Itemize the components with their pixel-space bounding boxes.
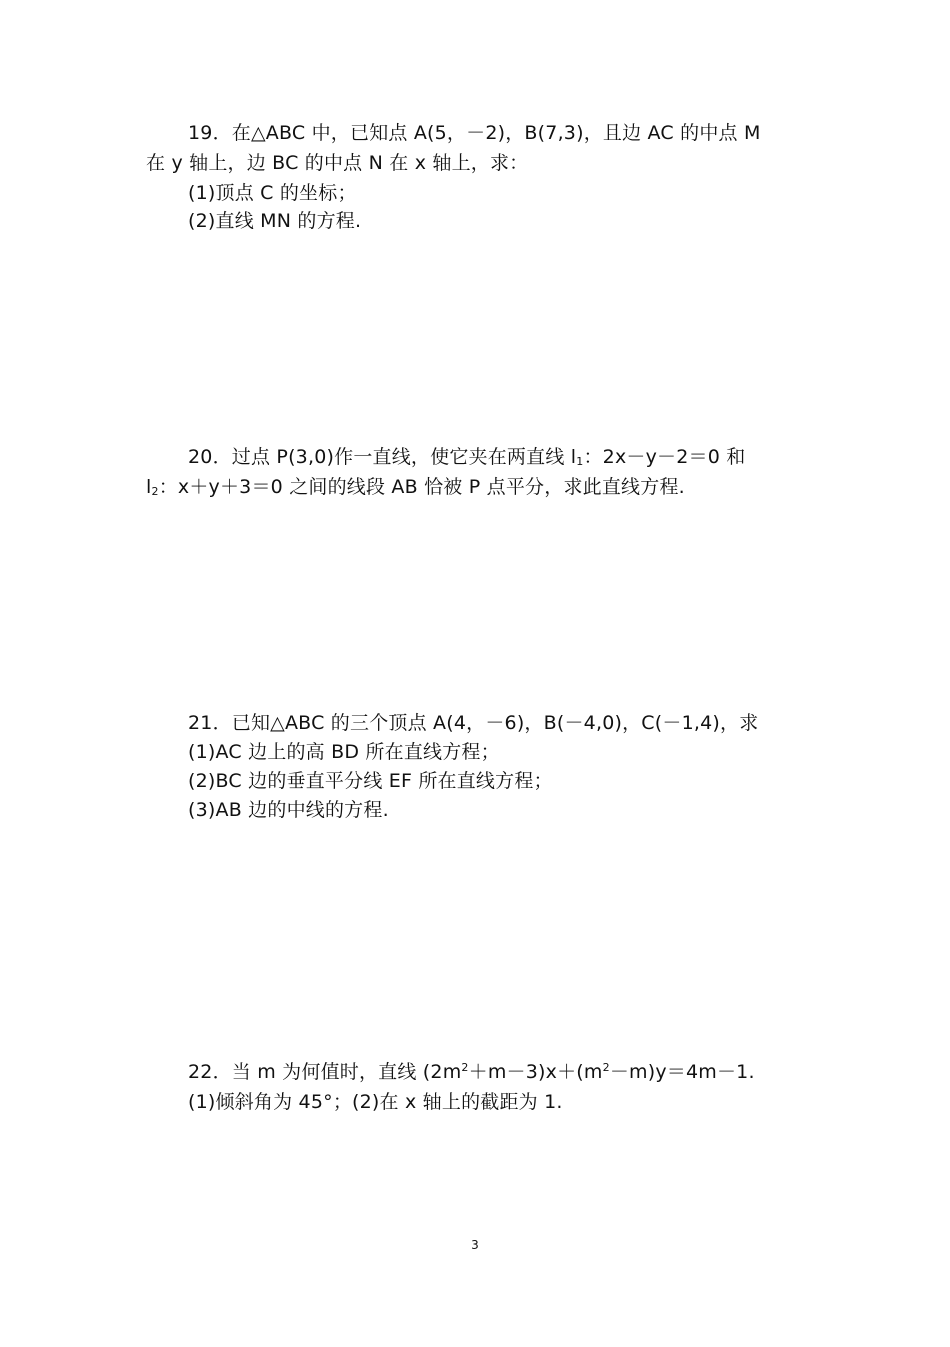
problem-20-line-1-rest: ：2x－y－2＝0 和 (583, 446, 746, 468)
problem-19-part-2: (2)直线 MN 的方程. (188, 210, 362, 232)
problem-22-line-1-b: ＋m－3)x＋(m (468, 1061, 603, 1083)
problem-19-line-2: 在 y 轴上，边 BC 的中点 N 在 x 轴上，求： (146, 152, 529, 174)
problem-19-part-1: (1)顶点 C 的坐标； (188, 182, 357, 204)
problem-20-line-2-rest: ：x＋y＋3＝0 之间的线段 AB 恰被 P 点平分，求此直线方程. (158, 476, 685, 498)
problem-20-line-1-text: 20．过点 P(3,0)作一直线，使它夹在两直线 l (188, 446, 577, 468)
problem-22-line-1-c: －m)y＝4m－1. (609, 1061, 755, 1083)
page-number: 3 (471, 1238, 479, 1252)
problem-22-line-1 (188, 1060, 755, 1084)
subscript-1: 1 (576, 455, 584, 468)
problem-21-part-3: (3)AB 边的中线的方程. (188, 799, 389, 821)
problem-21-part-1: (1)AC 边上的高 BD 所在直线方程； (188, 741, 500, 763)
superscript-2: 2 (602, 1061, 610, 1074)
problem-22-line-2: (1)倾斜角为 45°；(2)在 x 轴上的截距为 1. (188, 1091, 563, 1113)
problem-21-part-2: (2)BC 边的垂直平分线 EF 所在直线方程； (188, 770, 553, 792)
problem-22-line-1-a: 22．当 m 为何值时，直线 (2m (188, 1061, 462, 1083)
problem-20-line-2 (146, 475, 685, 499)
problem-19-line-1: 19．在△ABC 中，已知点 A(5，－2)，B(7,3)，且边 AC 的中点 M (188, 122, 761, 144)
problem-20-line-2-pre: l (146, 476, 152, 498)
superscript-1: 2 (461, 1061, 469, 1074)
subscript-2: 2 (151, 485, 159, 498)
problem-21-line-1: 21．已知△ABC 的三个顶点 A(4，－6)，B(－4,0)，C(－1,4)，求 (188, 712, 759, 734)
problem-20-line-1 (188, 445, 745, 469)
